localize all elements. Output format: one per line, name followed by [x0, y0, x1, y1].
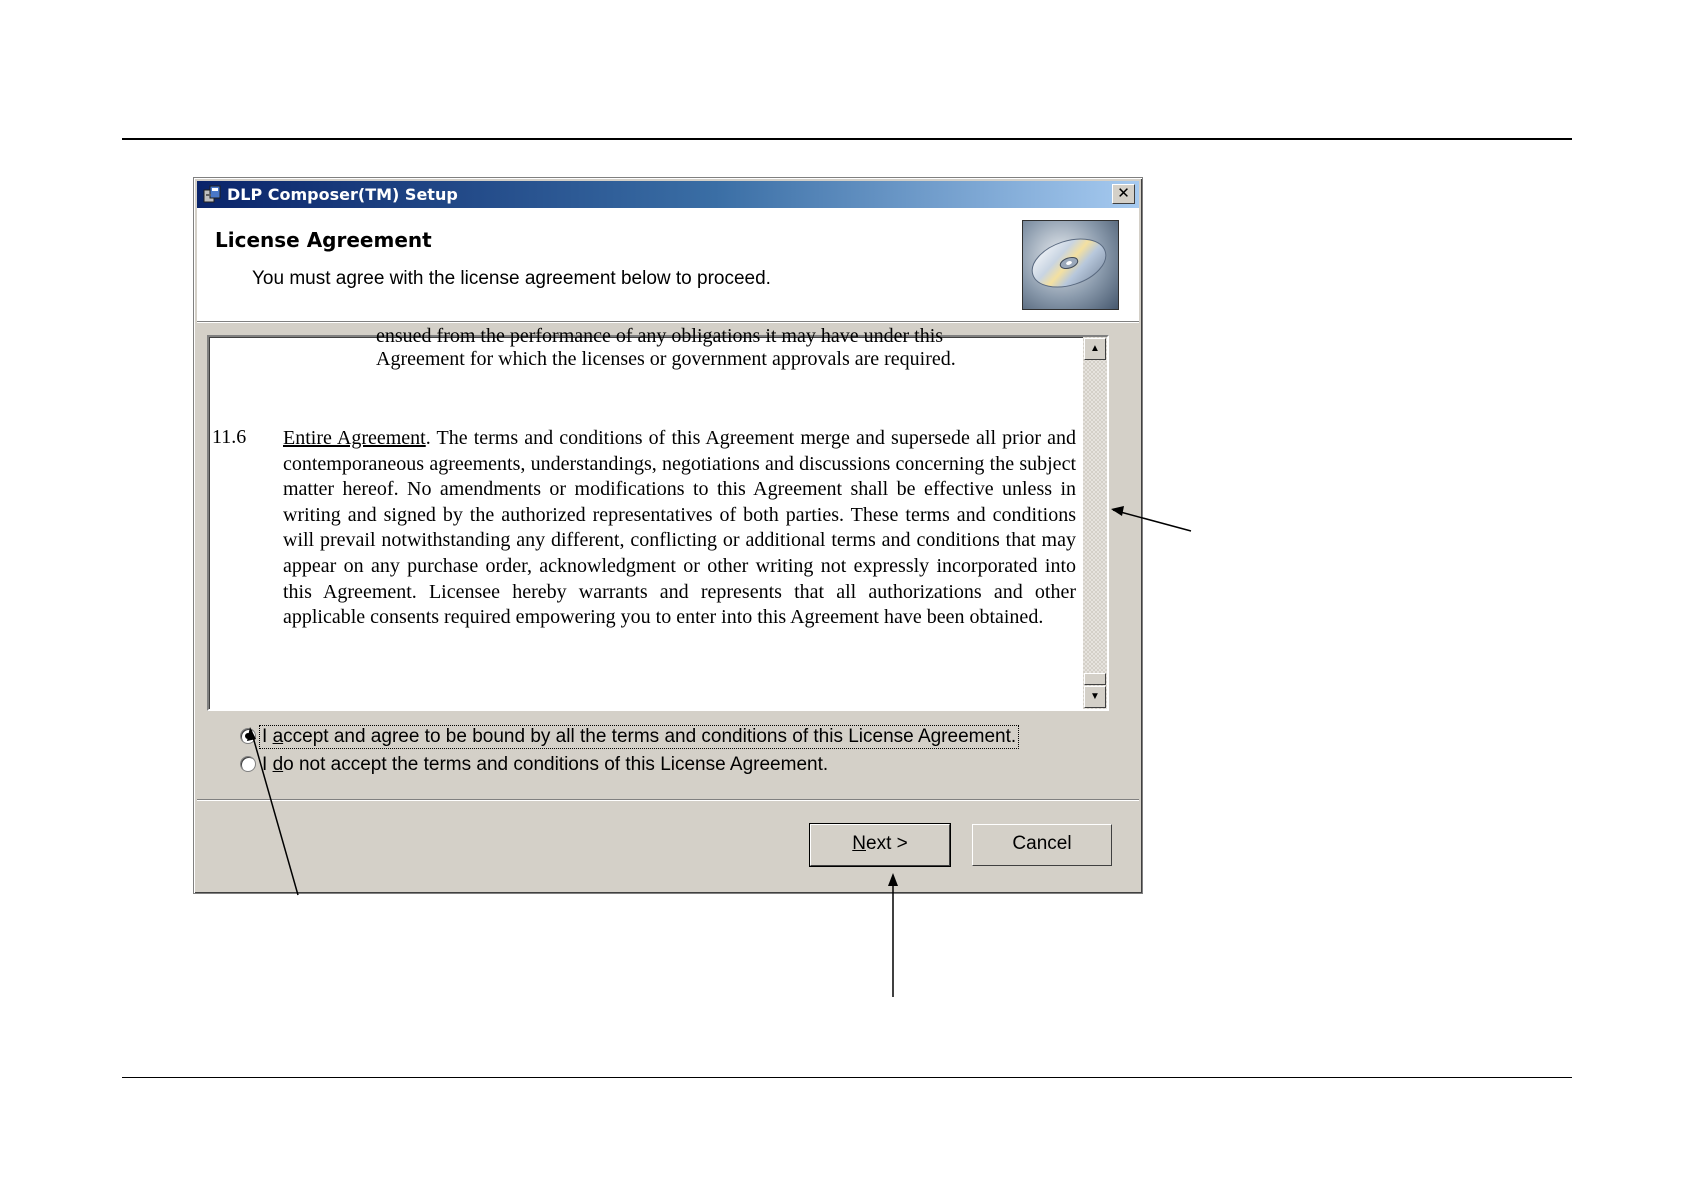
setup-dialog: [193, 177, 1143, 894]
accept-label-rest: ccept and agree to be bound by all the terms and conditions of this License Agreement.: [283, 726, 1017, 747]
section-heading: Entire Agreement: [283, 427, 426, 449]
close-button[interactable]: [1112, 184, 1135, 204]
scroll-up-button[interactable]: [1084, 338, 1106, 360]
close-icon: ✕: [1117, 184, 1130, 202]
page-top-rule: [122, 138, 1572, 140]
accept-label-prefix: I: [262, 726, 273, 747]
page-bottom-rule: [122, 1077, 1572, 1078]
cd-disc-icon: [1022, 220, 1119, 310]
license-content: [209, 325, 1079, 709]
accept-radio[interactable]: [240, 728, 256, 744]
decline-label[interactable]: [260, 754, 830, 776]
arrow-up-icon: ▲: [1090, 343, 1100, 354]
next-label-mnemonic: N: [852, 833, 866, 854]
decline-label-prefix: I: [262, 754, 273, 775]
page-title: License Agreement: [215, 228, 432, 252]
setup-app-icon: [202, 184, 222, 204]
radio-selected-dot: [245, 733, 251, 739]
decline-label-mnemonic: d: [272, 754, 284, 775]
next-button[interactable]: [810, 824, 950, 866]
button-separator: [197, 799, 1139, 801]
cancel-button[interactable]: Cancel: [972, 824, 1112, 866]
decline-label-rest: o not accept the terms and conditions of this License Agreement.: [283, 754, 829, 775]
window-title: DLP Composer(TM) Setup: [227, 185, 458, 204]
accept-label-mnemonic: a: [272, 726, 284, 747]
section-body: [283, 426, 1076, 631]
section-text: . The terms and conditions of this Agreement merge and supersede all prior and contemporaneous agreements, understandings, negotiations and discussions concerning the subject matter hereof. No amendments or modifications to this Agreement shall be effective unless in writing and signed by the authorized representatives of both parties. These terms and conditions will prevail notwithstanding any different, conflicting or additional terms and conditions that may appear on any purchase order, acknowledgment or other writing not expressly incorporated into this Agreement. Licensee hereby warrants and represents that all authorizations and other applicable consents required empowering you to enter into this Agreement have been obtained.: [283, 427, 1076, 629]
scroll-thumb[interactable]: [1084, 673, 1106, 685]
section-number: 11.6: [212, 426, 247, 448]
license-text-area[interactable]: [207, 325, 1109, 711]
license-scrollbar[interactable]: [1083, 337, 1107, 709]
accept-label[interactable]: [260, 726, 1018, 748]
header-panel: [197, 208, 1139, 322]
scroll-down-button[interactable]: [1084, 686, 1106, 708]
page-subtitle: You must agree with the license agreement below to proceed.: [252, 268, 771, 289]
license-cut-line: ensued from the performance of any obligations it may have under this: [376, 325, 944, 347]
arrow-down-icon: ▼: [1090, 691, 1100, 702]
decline-radio[interactable]: [240, 756, 256, 772]
title-bar[interactable]: [197, 181, 1139, 208]
license-previous-tail: Agreement for which the licenses or government approvals are required.: [376, 348, 956, 370]
next-label-rest: ext >: [866, 833, 908, 854]
